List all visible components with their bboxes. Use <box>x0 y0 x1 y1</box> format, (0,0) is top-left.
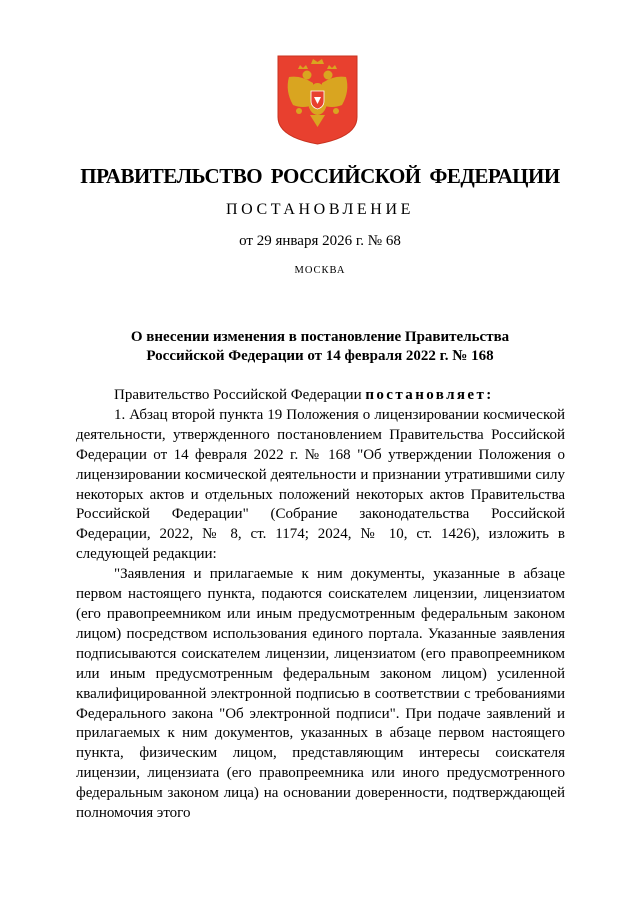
document-body <box>76 386 565 824</box>
preamble-text: Правительство Российской Федерации <box>114 387 362 403</box>
coat-of-arms-icon <box>277 55 358 145</box>
subject-line-2: Российской Федерации от 14 февраля 2022 г. № 168 <box>146 348 494 364</box>
document-type: ПОСТАНОВЛЕНИЕ <box>226 201 414 218</box>
quoted-paragraph: "Заявления и прилагаемые к ним документы, указанные в абзаце первом настоящего пункта, подаются соискателем лицензии, лицензиатом (его правопреемником или иным предусмотренным федеральным законом лицом) посредством использования единого портала. Указанные заявления подписываются соискателем лицензии, лицензиатом (его правопреемником или иным предусмотренным федеральным законом лицом) усиленной квалифицированной электронной подписью в соответствии с требованиями Федерального закона "Об электронной подписи". При подаче заявлений и прилагаемых к ним документов, указанных в абзаце первом настоящего пункта, физическим лицом, представляющим интересы соискателя лицензии, лицензиата (его правопреемника или иного предусмотренного федеральным законом лица) на основании доверенности, подтверждающей полномочия этого <box>76 566 565 822</box>
item-1-paragraph: 1. Абзац второй пункта 19 Положения о лицензировании космической деятельности, утвержденного постановлением Правительства Российской Федерации от 14 февраля 2022 г. № 168 "Об утверждении Положения о лицензировании космической деятельности и признании утратившими силу некоторых актов и отдельных положений некоторых актов Правительства Российской Федерации" (Собрание законодательства Российской Федерации, 2022, № 8, ст. 1174; 2024, № 10, ст. 1426), изложить в следующей редакции: <box>76 406 565 563</box>
document-date: от 29 января 2026 г. № 68 <box>239 233 401 249</box>
preamble-paragraph <box>76 386 565 406</box>
government-title: ПРАВИТЕЛЬСТВО РОССИЙСКОЙ ФЕДЕРАЦИИ <box>80 164 560 188</box>
document-city: МОСКВА <box>294 265 346 276</box>
resolves-word: постановляет: <box>365 387 494 403</box>
subject-line-1: О внесении изменения в постановление Правительства <box>130 329 510 345</box>
document-subject <box>0 328 640 366</box>
